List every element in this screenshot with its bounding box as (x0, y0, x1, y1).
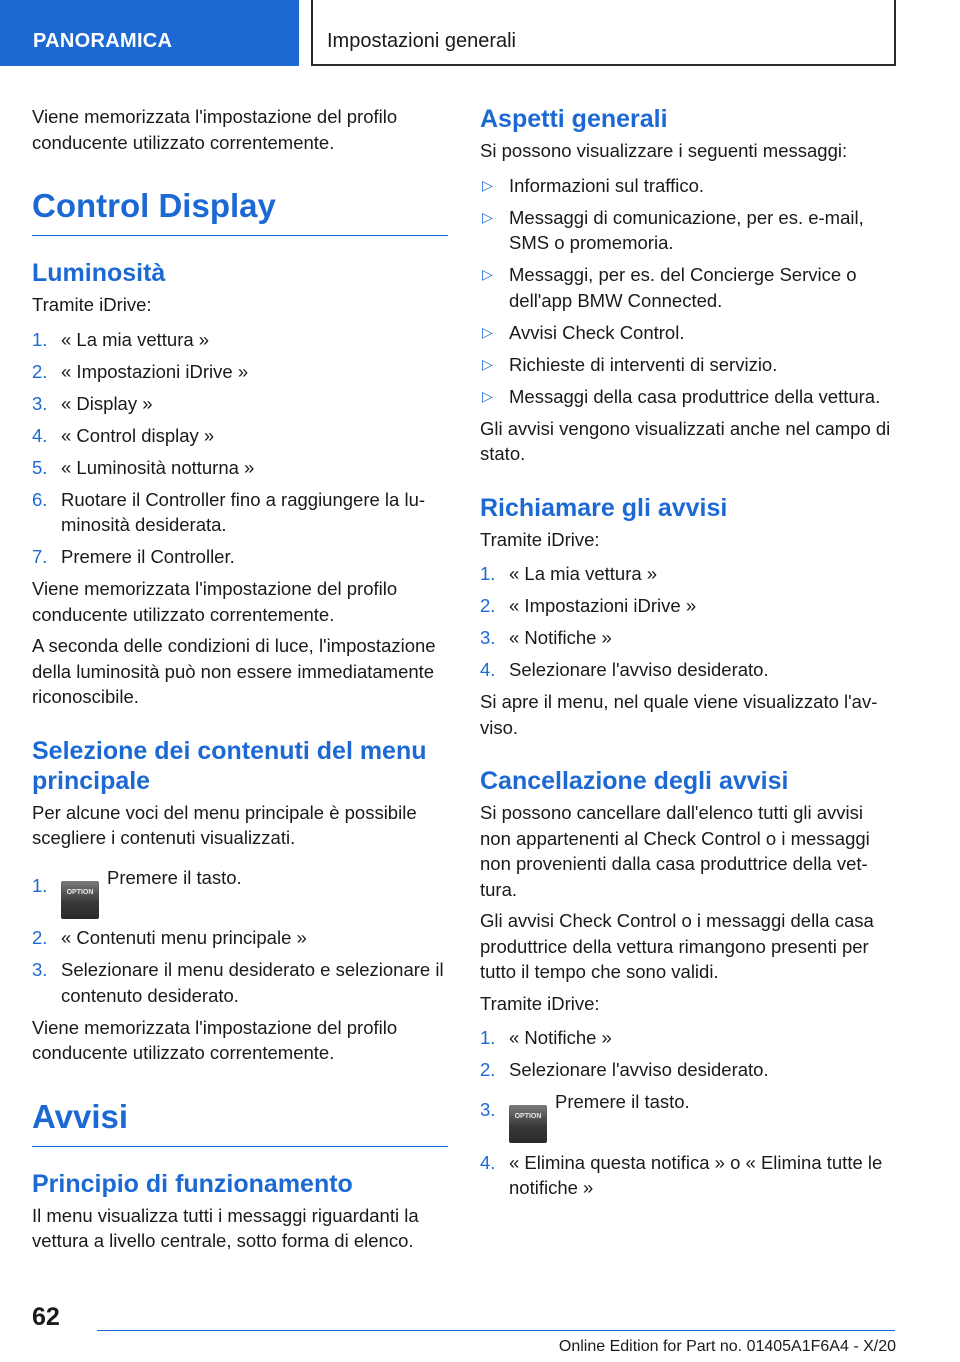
step-number: 4. (480, 1151, 496, 1173)
list-item (32, 487, 448, 538)
bullet-triangle-icon: ▷ (482, 176, 493, 193)
bullet-text: Informazioni sul traffico. (509, 174, 705, 196)
cancellazione-steps (480, 1025, 896, 1201)
section-title-selezione: Selezione dei contenuti del menu principale (32, 736, 427, 795)
chapter-title-avvisi: Avvisi (32, 1098, 448, 1147)
step-number: 3. (32, 392, 48, 414)
step-text: « Elimina questa notifica » o « Elimina tutte le notifiche » (509, 1151, 883, 1198)
list-item (32, 544, 448, 570)
step-text: Premere il tasto. (555, 1091, 690, 1112)
tramite-idrive-label: Tramite iDrive: (480, 992, 600, 1014)
bullet-triangle-icon: ▷ (482, 266, 493, 282)
step-number: 4. (32, 424, 48, 446)
header-tab-panoramica: PANORAMICA (0, 0, 299, 66)
page-number: 62 (32, 1303, 60, 1331)
step-text: Premere il Controller. (61, 546, 235, 567)
option-button-icon: OPTION (509, 1105, 547, 1143)
section-title-principio: Principio di funzionamento (32, 1169, 353, 1198)
step-text: « Notifiche » (509, 627, 612, 648)
intro-paragraph: Viene memorizzata l'impostazione del profilo conducente utilizzato correntemente. (32, 106, 398, 153)
aspetti-bullets (480, 173, 896, 410)
step-number: 5. (32, 456, 48, 478)
right-column (480, 104, 896, 1207)
step-text: « Impostazioni iDrive » (509, 595, 697, 616)
bullet-text: Messaggi, per es. del Concierge Service o dell'app BMW Connected. (509, 264, 857, 311)
step-text: « Impostazioni iDrive » (61, 360, 249, 382)
tramite-idrive-label: Tramite iDrive: (32, 294, 152, 315)
selezione-steps (32, 865, 448, 1009)
section-title-richiamare: Richiamare gli avvisi (480, 493, 728, 522)
step-number: 6. (32, 488, 48, 510)
richiamare-steps (480, 561, 896, 683)
step-number: 4. (480, 659, 496, 680)
step-text: Selezionare l'avviso desiderato. (509, 659, 769, 680)
step-text: Selezionare l'avviso desiderato. (509, 1059, 769, 1080)
footer-edition-text: Online Edition for Part no. 01405A1F6A4 - X/20 (558, 1338, 896, 1355)
list-item (480, 320, 896, 346)
list-item (480, 561, 896, 587)
step-number: 2. (32, 927, 48, 948)
step-number: 2. (32, 360, 48, 382)
cancellazione-text-1: Si possono cancellare dall'elenco tutti gli avvisi non appartenenti al Check Control o i messaggi non provenienti dalla casa produttrice della vet-tura. (480, 802, 870, 900)
richiamare-note: Si apre il menu, nel quale viene visualizzato l'av-viso. (480, 691, 878, 738)
section-title-cancellazione: Cancellazione degli avvisi (480, 767, 789, 795)
list-item (32, 359, 448, 385)
list-item (480, 173, 896, 199)
step-number: 7. (32, 546, 48, 567)
luminosita-note-2: A seconda delle condizioni di luce, l'impostazione della luminosità può non essere immediatamente riconoscibile. (32, 635, 436, 707)
bullet-text: Messaggi di comunicazione, per es. e-mail, SMS o promemoria. (509, 206, 864, 253)
aspetti-intro: Si possono visualizzare i seguenti messaggi: (480, 140, 848, 161)
list-item (480, 593, 896, 619)
option-button-icon: OPTION (61, 881, 99, 919)
bullet-triangle-icon: ▷ (482, 323, 493, 340)
bullet-text: Messaggi della casa produttrice della vettura. (509, 385, 881, 407)
step-number: 1. (480, 563, 496, 584)
header-section-title: Impostazioni generali (311, 0, 896, 66)
list-item (32, 925, 448, 951)
step-number: 3. (480, 627, 496, 648)
list-item (480, 1057, 896, 1083)
list-item (480, 1089, 896, 1143)
list-item (480, 1150, 896, 1201)
step-number: 2. (480, 595, 496, 616)
section-title-luminosita: Luminosità (32, 259, 166, 287)
tramite-idrive-label: Tramite iDrive: (480, 528, 600, 550)
bullet-text: Richieste di interventi di servizio. (509, 353, 778, 375)
bullet-text: Avvisi Check Control. (509, 321, 685, 343)
list-item (480, 657, 896, 683)
step-number: 2. (480, 1059, 496, 1080)
step-text: « Display » (61, 392, 153, 414)
left-column (32, 104, 448, 1260)
bullet-triangle-icon: ▷ (482, 208, 493, 225)
step-text: « La mia vettura » (61, 328, 210, 350)
list-item (480, 205, 896, 256)
step-text: Selezionare il menu desiderato e selezionare il contenuto desiderato. (61, 959, 444, 1006)
list-item (480, 352, 896, 378)
step-number: 3. (32, 959, 48, 980)
luminosita-note-1: Viene memorizzata l'impostazione del profilo conducente utilizzato correntemente. (32, 578, 398, 625)
list-item (32, 391, 448, 417)
selezione-note: Viene memorizzata l'impostazione del profilo conducente utilizzato correntemente. (32, 1016, 398, 1063)
section-title-aspetti: Aspetti generali (480, 105, 668, 133)
step-text: « Control display » (61, 424, 215, 446)
step-number: 1. (32, 874, 48, 896)
step-number: 1. (32, 328, 48, 350)
cancellazione-text-2: Gli avvisi Check Control o i messaggi della casa produttrice della vettura rimangono presenti per tutto il tempo che sono validi. (480, 910, 874, 982)
luminosita-steps (32, 327, 448, 570)
step-text: « La mia vettura » (509, 563, 658, 584)
list-item (32, 865, 448, 919)
list-item (32, 957, 448, 1008)
list-item (480, 384, 896, 410)
step-text: Premere il tasto. (107, 866, 242, 888)
footer-divider (97, 1330, 895, 1331)
aspetti-note: Gli avvisi vengono visualizzati anche nel campo di stato. (480, 417, 891, 464)
list-item (480, 625, 896, 651)
step-text: « Notifiche » (509, 1027, 612, 1048)
chapter-title-control-display: Control Display (32, 187, 448, 236)
selezione-intro: Per alcune voci del menu principale è possibile scegliere i contenuti visualizzati. (32, 801, 417, 848)
step-text: « Contenuti menu principale » (61, 927, 307, 948)
step-number: 1. (480, 1027, 496, 1048)
list-item (32, 455, 448, 481)
principio-text: Il menu visualizza tutti i messaggi riguardanti la vettura a livello centrale, sotto forma di elenco. (32, 1204, 419, 1251)
step-text: Ruotare il Controller fino a raggiungere la lu-minosità desiderata. (61, 488, 426, 535)
list-item (32, 327, 448, 353)
step-text: « Luminosità notturna » (61, 456, 255, 478)
list-item (480, 262, 896, 313)
list-item (32, 423, 448, 449)
bullet-triangle-icon: ▷ (482, 355, 493, 372)
bullet-triangle-icon: ▷ (482, 387, 493, 404)
list-item (480, 1025, 896, 1051)
step-number: 3. (480, 1099, 496, 1120)
